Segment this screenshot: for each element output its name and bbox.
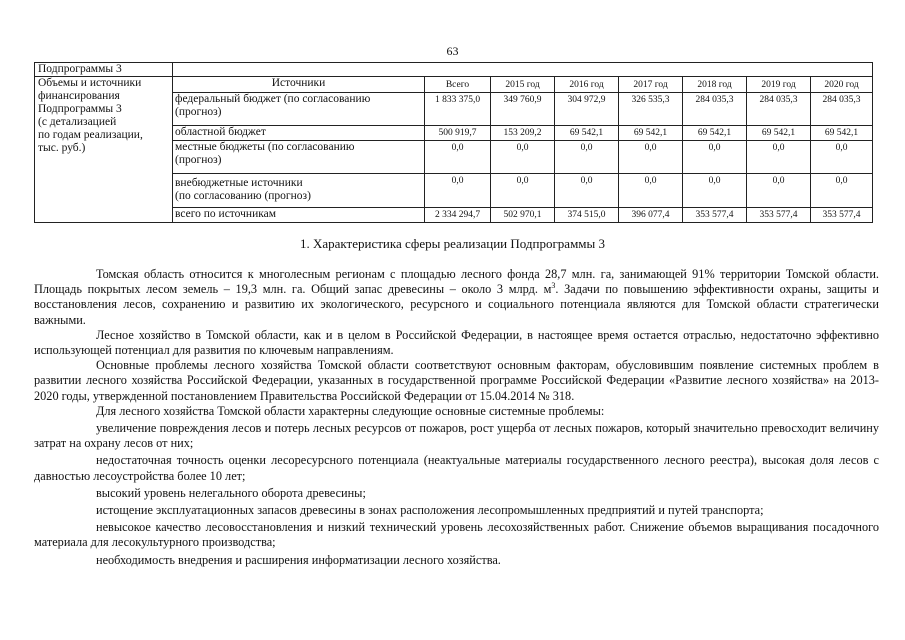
paragraph: Лесное хозяйство в Томской области, как и в целом в Российской Федерации, в настоящее время остается отраслью, недостаточно эффективно использующей потенциал для развития по ключевым направлениям. — [34, 327, 879, 358]
row-label — [173, 93, 425, 126]
value-cell: 0,0 — [555, 141, 619, 174]
superscript: 3 — [551, 281, 556, 291]
value-cell: 0,0 — [811, 174, 873, 208]
table-title-row — [35, 63, 873, 77]
value-cell: 69 542,1 — [683, 126, 747, 141]
value-cell: 1 833 375,0 — [425, 93, 491, 126]
financing-label-line: тыс. руб.) — [38, 142, 86, 154]
row-label-line: местные бюджеты (по согласованию — [175, 141, 355, 153]
problem-item: увеличение повреждения лесов и потерь лесных ресурсов от пожаров, рост ущерба от лесных пожаров, который значительно превосходит величину затрат на охрану лесов от них; — [34, 421, 879, 451]
value-cell: 0,0 — [491, 174, 555, 208]
financing-label-line: Подпрограммы 3 — [38, 103, 122, 115]
row-label — [173, 126, 425, 141]
value-cell: 69 542,1 — [747, 126, 811, 141]
total-value-cell: 353 577,4 — [683, 208, 747, 223]
problem-item: истощение эксплуатационных запасов древесины в зонах расположения лесопромышленных предприятий и путей транспорта; — [96, 503, 764, 518]
financing-label-line: Объемы и источники — [38, 77, 142, 89]
empty-cell — [173, 63, 873, 77]
value-cell: 0,0 — [425, 174, 491, 208]
paragraph — [34, 267, 879, 328]
value-cell: 0,0 — [619, 141, 683, 174]
financing-table — [34, 62, 873, 223]
value-cell: 0,0 — [555, 174, 619, 208]
value-cell: 500 919,7 — [425, 126, 491, 141]
row-label — [173, 208, 425, 223]
value-cell: 69 542,1 — [555, 126, 619, 141]
value-cell: 326 535,3 — [619, 93, 683, 126]
problem-item: невысокое качество лесовосстановления и низкий технический уровень лесохозяйственных работ. Снижение объемов выращивания посадочного материала для лесокультурного производства; — [34, 520, 879, 550]
value-cell: 304 972,9 — [555, 93, 619, 126]
value-cell: 0,0 — [491, 141, 555, 174]
value-cell: 0,0 — [619, 174, 683, 208]
header-year: 2018 год — [683, 77, 747, 93]
header-sources: Источники — [173, 77, 425, 93]
paragraph: Для лесного хозяйства Томской области характерны следующие основные системные проблемы: — [96, 403, 605, 418]
row-label-line: (прогноз) — [175, 154, 222, 166]
total-value-cell: 396 077,4 — [619, 208, 683, 223]
value-cell: 69 542,1 — [811, 126, 873, 141]
paragraph-text: . Задачи по повышению эффективности охраны, защиты и восстановления лесов, сохранению и развитию их экологического, ресурсного и социального потенциала являются для Томской области стратегически важными. — [34, 282, 879, 327]
value-cell: 153 209,2 — [491, 126, 555, 141]
value-cell: 349 760,9 — [491, 93, 555, 126]
value-cell: 284 035,3 — [683, 93, 747, 126]
row-label — [173, 174, 425, 208]
table-header-row — [35, 77, 873, 93]
value-cell: 69 542,1 — [619, 126, 683, 141]
value-cell: 0,0 — [683, 174, 747, 208]
body-text — [34, 267, 879, 568]
value-cell: 284 035,3 — [747, 93, 811, 126]
row-label-line: федеральный бюджет (по согласованию — [175, 93, 371, 105]
value-cell: 0,0 — [683, 141, 747, 174]
header-year: 2019 год — [747, 77, 811, 93]
total-value-cell: 502 970,1 — [491, 208, 555, 223]
row-label-line: (по согласованию (прогноз) — [175, 190, 311, 202]
header-total: Всего — [425, 77, 491, 93]
value-cell: 0,0 — [811, 141, 873, 174]
value-cell: 284 035,3 — [811, 93, 873, 126]
total-value-cell: 353 577,4 — [747, 208, 811, 223]
row-label-line: внебюджетные источники — [175, 177, 303, 189]
value-cell: 0,0 — [425, 141, 491, 174]
table-title-cell: Подпрограммы 3 — [35, 63, 173, 77]
row-label-line: всего по источникам — [175, 208, 277, 220]
total-value-cell: 374 515,0 — [555, 208, 619, 223]
problem-item: необходимость внедрения и расширения информатизации лесного хозяйства. — [96, 552, 501, 567]
paragraph-text: Томская область относится к многолесным регионам с площадью лесного фонда 28,7 млн. га, занимающей 91% территории Томской области. Площадь покрытых лесом земель – 19,3 млн. га. Общий запас древесины – около 3 млрд. м — [34, 267, 879, 297]
header-year: 2016 год — [555, 77, 619, 93]
value-cell: 0,0 — [747, 174, 811, 208]
total-value-cell: 2 334 294,7 — [425, 208, 491, 223]
page-number: 63 — [446, 44, 459, 58]
row-label — [173, 141, 425, 174]
paragraph: Основные проблемы лесного хозяйства Томской области соответствуют основным факторам, обусловившим появление системных проблем в развитии лесного хозяйства Российской Федерации, указанных в государственной программе Российской Федерации «Развитие лесного хозяйства» на 2013-2020 годы, утвержденной постановлением Правительства Российской Федерации от 15.04.2014 № 318. — [34, 358, 879, 403]
section-heading: 1. Характеристика сферы реализации Подпрограммы 3 — [299, 236, 606, 251]
row-label-line: (прогноз) — [175, 106, 222, 118]
header-year: 2017 год — [619, 77, 683, 93]
header-year: 2015 год — [491, 77, 555, 93]
financing-label-line: по годам реализации, — [38, 129, 143, 141]
financing-label-line: (с детализацией — [38, 116, 117, 128]
value-cell: 0,0 — [747, 141, 811, 174]
financing-label-line: финансирования — [38, 90, 120, 102]
problem-item: высокий уровень нелегального оборота древесины; — [96, 485, 366, 500]
header-year: 2020 год — [811, 77, 873, 93]
financing-label-cell — [35, 77, 173, 223]
row-label-line: областной бюджет — [175, 126, 266, 138]
total-value-cell: 353 577,4 — [811, 208, 873, 223]
problem-item: недостаточная точность оценки лесоресурсного потенциала (неактуальные материалы государственного лесного реестра), высокая доля лесов с давностью лесоустройства более 10 лет; — [34, 453, 879, 483]
